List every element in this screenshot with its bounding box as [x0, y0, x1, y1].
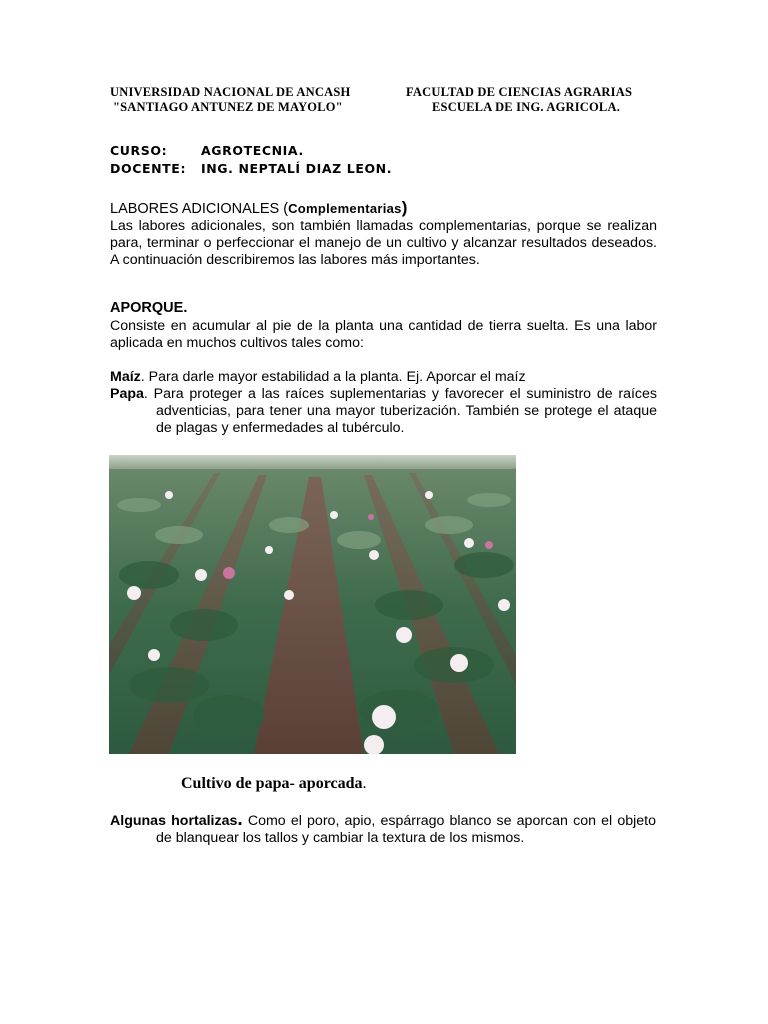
section-title-close: )	[401, 198, 408, 217]
papa-label: Papa	[110, 386, 144, 402]
hortalizas-dot: .	[237, 809, 243, 830]
university-subtitle: "SANTIAGO ANTUNEZ DE MAYOLO"	[113, 100, 343, 114]
faculty-name: FACULTAD DE CIENCIAS AGRARIAS	[406, 85, 633, 99]
hortalizas-label: Algunas hortalizas	[110, 813, 238, 829]
curso-value: AGROTECNIA.	[201, 143, 304, 158]
school-name: ESCUELA DE ING. AGRICOLA.	[432, 100, 621, 114]
hortalizas-item	[110, 809, 657, 847]
curso-label: CURSO:	[110, 143, 168, 158]
photo-caption-dot: .	[362, 775, 367, 792]
section-title-main: LABORES ADICIONALES (	[110, 201, 289, 217]
maiz-item	[110, 369, 526, 386]
photo-caption-text: Cultivo de papa- aporcada	[181, 775, 363, 792]
university-name: UNIVERSIDAD NACIONAL DE ANCASH	[110, 85, 351, 99]
papa-text: . Para proteger a las raíces suplementarias y favorecer el suministro de raíces adventicias, para tener una mayor tuberización. También se protege el ataque de plagas y enfermedades al tubérculo.	[143, 386, 657, 436]
section-title	[110, 198, 407, 218]
papa-item	[110, 386, 657, 437]
maiz-text: . Para darle mayor estabilidad a la planta. Ej. Aporcar el maíz	[140, 369, 526, 385]
intro-paragraph: Las labores adicionales, son también llamadas complementarias, porque se realizan para, terminar o perfeccionar el manejo de un cultivo y alcanzar resultados deseados. A continuación describiremos las labores más importantes.	[110, 218, 657, 268]
docente-value: ING. NEPTALÍ DIAZ LEON.	[201, 161, 393, 176]
section-title-subtitle: Complementarias	[288, 201, 402, 216]
hortalizas-text: Como el poro, apio, espárrago blanco se aporcan con el objeto de blanquear los tallos y cambiar la textura de los mismos.	[156, 813, 657, 846]
potato-field-photo	[109, 455, 516, 754]
maiz-label: Maíz	[110, 369, 141, 385]
photo-caption	[181, 775, 367, 793]
aporque-heading: APORQUE.	[110, 300, 188, 316]
docente-label: DOCENTE:	[110, 161, 187, 176]
aporque-description: Consiste en acumular al pie de la planta una cantidad de tierra suelta. Es una labor aplicada en muchos cultivos tales como:	[110, 318, 657, 351]
potato-field-illustration	[109, 455, 516, 754]
